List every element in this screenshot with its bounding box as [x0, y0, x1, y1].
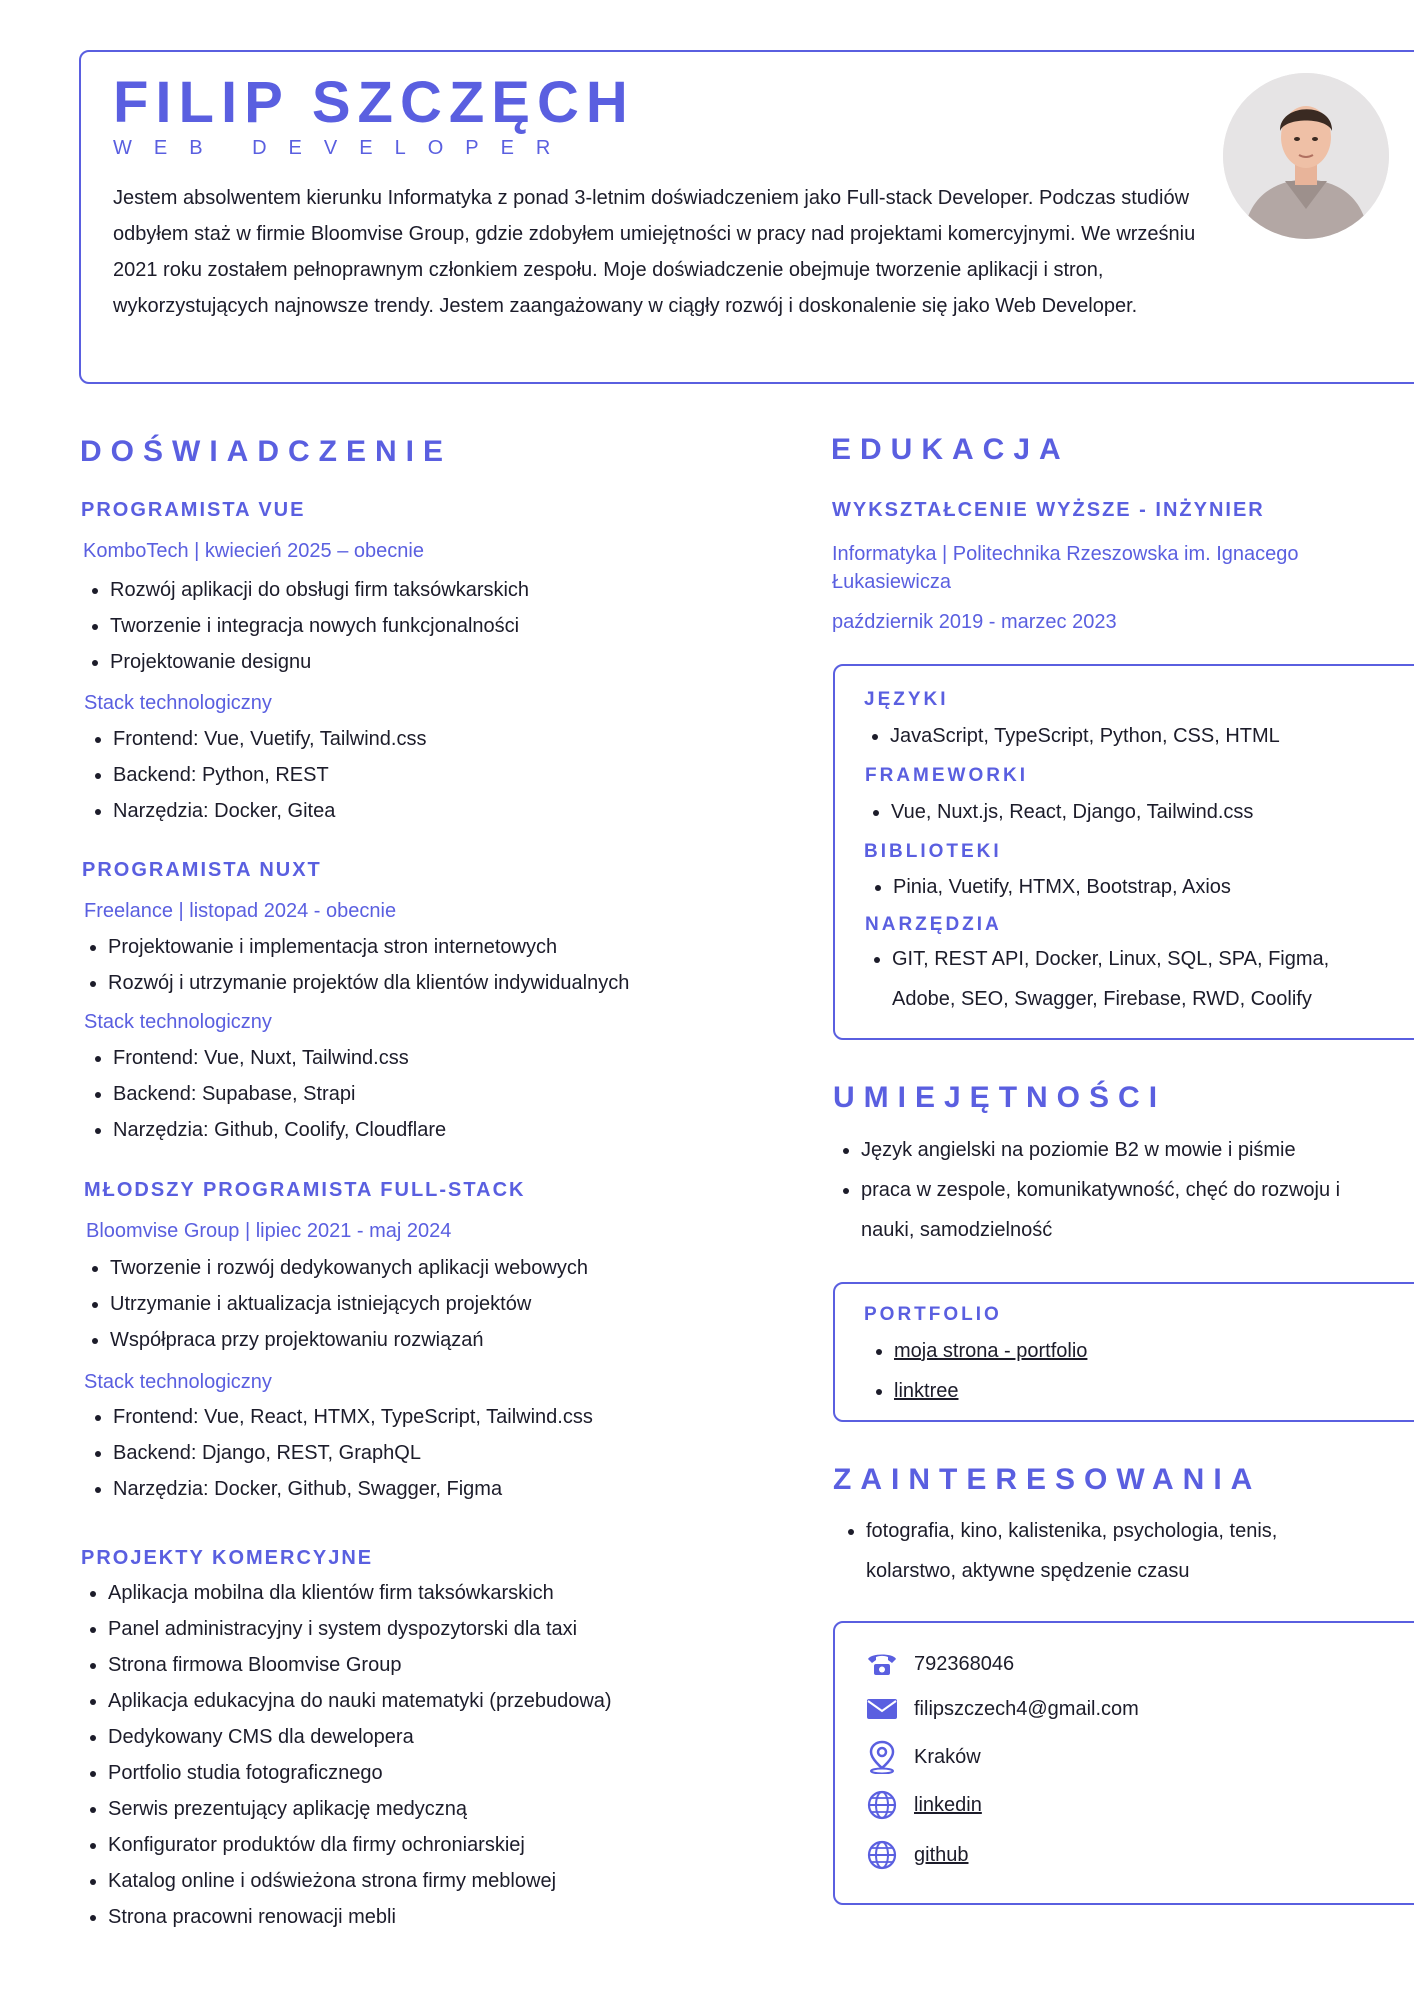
degree-title: WYKSZTAŁCENIE WYŻSZE - INŻYNIER [832, 499, 1265, 521]
stack-list [83, 721, 773, 829]
contact-location [864, 1739, 981, 1775]
stack-label: Stack technologiczny [84, 1371, 272, 1393]
school-name: Informatyka | Politechnika Rzeszowska im. Ignacego Łukasiewicza [832, 543, 1299, 593]
job-duties-list [80, 1250, 810, 1358]
list-item: • Projektowanie designu [110, 644, 770, 680]
tools-heading: NARZĘDZIA [865, 914, 1002, 935]
list-item [894, 1331, 1414, 1371]
stack-list [83, 1399, 773, 1507]
list-item: • Strona firmowa Bloomvise Group [108, 1647, 808, 1683]
list-item: • Projektowanie i implementacja stron internetowych [108, 929, 808, 965]
location-icon [864, 1739, 900, 1775]
linktree-link[interactable]: linktree [894, 1380, 959, 1402]
list-item: • JavaScript, TypeScript, Python, CSS, HTML [890, 718, 1410, 754]
list-item: • Katalog online i odświeżona strona firmy meblowej [108, 1863, 808, 1899]
portfolio-list [864, 1331, 1414, 1411]
tools-list [862, 939, 1372, 1019]
list-item: • Współpraca przy projektowaniu rozwiązań [110, 1322, 810, 1358]
list-item: • Strona pracowni renowacji mebli [108, 1899, 808, 1935]
profile-photo [1223, 73, 1389, 239]
list-item: • Konfigurator produktów dla firmy ochroniarskiej [108, 1827, 808, 1863]
job-title: PROGRAMISTA VUE [81, 499, 306, 521]
list-item: • Utrzymanie i aktualizacja istniejących projektów [110, 1286, 810, 1322]
list-item: • Frontend: Vue, React, HTMX, TypeScript, Tailwind.css [113, 1399, 773, 1435]
stack-label: Stack technologiczny [84, 1011, 272, 1033]
list-item: • Backend: Python, REST [113, 757, 773, 793]
projects-heading: PROJEKTY KOMERCYJNE [81, 1547, 374, 1569]
list-item: • Dedykowany CMS dla dewelopera [108, 1719, 808, 1755]
education-dates: październik 2019 - marzec 2023 [832, 611, 1117, 633]
skills-heading: UMIEJĘTNOŚCI [833, 1081, 1167, 1114]
list-item: • Vue, Nuxt.js, React, Django, Tailwind.css [891, 794, 1411, 830]
list-item: • Frontend: Vue, Nuxt, Tailwind.css [113, 1040, 773, 1076]
list-item: • Narzędzia: Github, Coolify, Cloudflare [113, 1112, 773, 1148]
portfolio-link[interactable]: moja strona - portfolio [894, 1340, 1088, 1362]
projects-list [78, 1575, 808, 1935]
list-item [894, 1371, 1414, 1411]
list-item: • Język angielski na poziomie B2 w mowie i piśmie [861, 1130, 1381, 1170]
city-name: Kraków [914, 1745, 981, 1768]
list-item: • praca w zespole, komunikatywność, chęć do rozwoju i nauki, samodzielność [861, 1170, 1381, 1250]
job-duties-list [80, 572, 770, 680]
job-role: WEB DEVELOPER [113, 137, 573, 159]
list-item: • Narzędzia: Docker, Github, Swagger, Figma [113, 1471, 773, 1507]
languages-list [860, 718, 1410, 754]
email-address[interactable]: filipszczech4@gmail.com [914, 1697, 1139, 1720]
job-meta: KomboTech | kwiecień 2025 – obecnie [83, 540, 424, 562]
interests-heading: ZAINTERESOWANIA [833, 1463, 1262, 1496]
stack-list [83, 1040, 773, 1148]
job-meta: Freelance | listopad 2024 - obecnie [84, 900, 397, 922]
profile-summary: Jestem absolwentem kierunku Informatyka z ponad 3-letnim doświadczeniem jako Full-stack Developer. Podczas studiów odbyłem staż w firmie Bloomvise Group, gdzie zdobyłem umiejętności w pracy nad projektami komercyjnymi. We wrześniu 2021 roku zostałem pełnoprawnym członkiem zespołu. Moje doświadczenie obejmuje tworzenie aplikacji i stron, wykorzystujących najnowsze trendy. Jestem zaangażowany w ciągły rozwój i doskonalenie się jako Web Developer. [113, 187, 1196, 317]
contact-github [864, 1837, 969, 1873]
globe-icon [864, 1837, 900, 1873]
list-item: • Serwis prezentujący aplikację medyczną [108, 1791, 808, 1827]
list-item: • Rozwój i utrzymanie projektów dla klientów indywidualnych [108, 965, 808, 1001]
languages-heading: JĘZYKI [864, 689, 949, 710]
list-item: • Narzędzia: Docker, Gitea [113, 793, 773, 829]
list-item: • Portfolio studia fotograficznego [108, 1755, 808, 1791]
libraries-heading: BIBLIOTEKI [864, 841, 1002, 862]
job-duties-list [78, 929, 808, 1001]
job-title: MŁODSZY PROGRAMISTA FULL-STACK [84, 1179, 526, 1201]
contact-phone [864, 1646, 1014, 1682]
list-item: • Backend: Django, REST, GraphQL [113, 1435, 773, 1471]
list-item: • fotografia, kino, kalistenika, psychologia, tenis, kolarstwo, aktywne spędzenie czasu [866, 1511, 1366, 1591]
skills-list [831, 1130, 1381, 1250]
education-heading: EDUKACJA [831, 433, 1070, 466]
globe-icon [864, 1787, 900, 1823]
frameworks-heading: FRAMEWORKI [865, 765, 1028, 786]
experience-heading: DOŚWIADCZENIE [80, 435, 452, 468]
github-link[interactable]: github [914, 1843, 969, 1866]
linkedin-link[interactable]: linkedin [914, 1793, 982, 1816]
list-item: • Aplikacja mobilna dla klientów firm taksówkarskich [108, 1575, 808, 1611]
list-item: • Aplikacja edukacyjna do nauki matematyki (przebudowa) [108, 1683, 808, 1719]
libraries-list [863, 869, 1413, 905]
list-item: • Backend: Supabase, Strapi [113, 1076, 773, 1112]
list-item: • Tworzenie i rozwój dedykowanych aplikacji webowych [110, 1250, 810, 1286]
list-item: • Frontend: Vue, Vuetify, Tailwind.css [113, 721, 773, 757]
frameworks-list [861, 794, 1411, 830]
list-item: • Panel administracyjny i system dyspozytorski dla taxi [108, 1611, 808, 1647]
phone-number[interactable]: 792368046 [914, 1652, 1015, 1675]
list-item: • Pinia, Vuetify, HTMX, Bootstrap, Axios [893, 869, 1413, 905]
interests-list [836, 1511, 1366, 1591]
job-title: PROGRAMISTA NUXT [82, 859, 322, 881]
contact-linkedin [864, 1787, 982, 1823]
list-item: • GIT, REST API, Docker, Linux, SQL, SPA, Figma, Adobe, SEO, Swagger, Firebase, RWD, Coolify [892, 939, 1372, 1019]
phone-icon [864, 1646, 900, 1682]
stack-label: Stack technologiczny [84, 692, 272, 714]
contact-email [864, 1691, 1139, 1727]
list-item: • Rozwój aplikacji do obsługi firm taksówkarskich [110, 572, 770, 608]
person-name: FILIP SZCZĘCH [113, 70, 635, 135]
list-item: • Tworzenie i integracja nowych funkcjonalności [110, 608, 770, 644]
email-icon [864, 1691, 900, 1727]
job-meta: Bloomvise Group | lipiec 2021 - maj 2024 [86, 1220, 452, 1242]
portfolio-heading: PORTFOLIO [864, 1304, 1002, 1325]
